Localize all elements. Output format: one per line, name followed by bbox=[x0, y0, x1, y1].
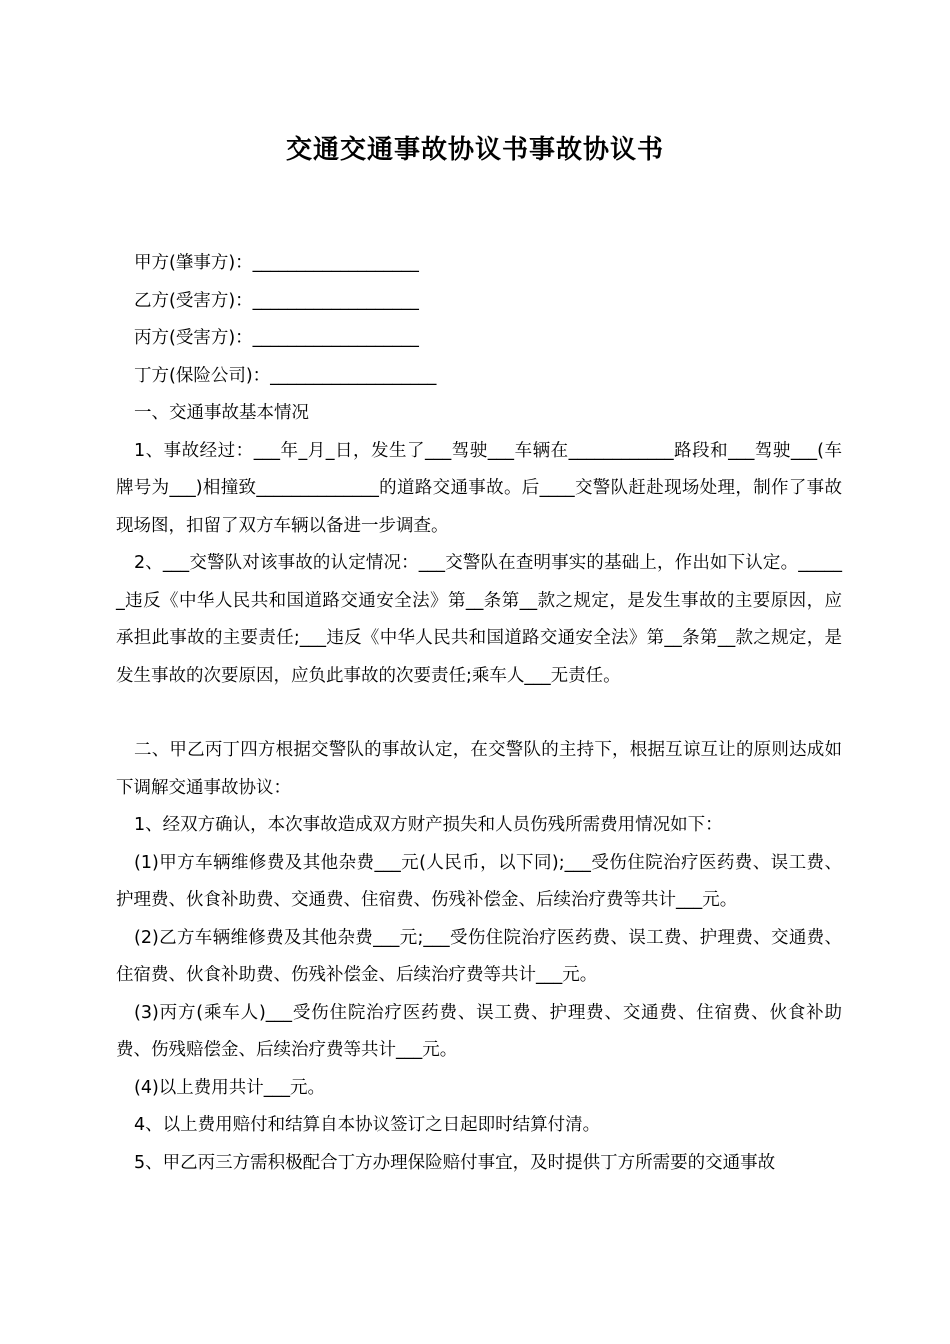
document-title: 交通交通事故协议书事故协议书 bbox=[285, 135, 664, 165]
insurance-cooperation-item: 5、甲乙丙三方需积极配合丁方办理保险赔付事宜，及时提供丁方所需要的交通事故 bbox=[134, 1152, 776, 1173]
cost-sub-item-1: (1)甲方车辆维修费及其他杂费___元(人民币，以下同);___受伤住院治疗医药费、误工费、护理费、伙食补助费、交通费、住宿费、伤残补偿金、后续治疗费等共计___元。 bbox=[116, 852, 842, 910]
section2-heading: 二、甲乙丙丁四方根据交警队的事故认定，在交警队的主持下，根据互谅互让的原则达成如下调解交通事故协议： bbox=[116, 740, 842, 798]
party-a-line: 甲方(肇事方)：___________________ bbox=[134, 253, 419, 273]
paragraph-gap bbox=[116, 695, 842, 732]
accident-process-item: 1、事故经过：___年_月_日，发生了___驾驶___车辆在____________路段和___驾驶___(车牌号为___)相撞致______________的道路交通事故。后____交警队赶赴现场处理，制作了事故现场图，扣留了双方车辆以备进一步调查。 bbox=[116, 440, 842, 536]
cost-confirmation-item: 1、经双方确认，本次事故造成双方财产损失和人员伤残所需费用情况如下： bbox=[134, 815, 723, 835]
party-c-line: 丙方(受害方)：___________________ bbox=[134, 328, 419, 348]
cost-sub-item-4: (4)以上费用共计___元。 bbox=[134, 1077, 326, 1098]
cost-sub-item-2: (2)乙方车辆维修费及其他杂费___元;___受伤住院治疗医药费、误工费、护理费、交通费、住宿费、伙食补助费、伤残补偿金、后续治疗费等共计___元。 bbox=[116, 927, 842, 985]
cost-sub-item-3: (3)丙方(乘车人)___受伤住院治疗医药费、误工费、护理费、交通费、住宿费、伙食补助费、伤残赔偿金、后续治疗费等共计___元。 bbox=[116, 1002, 842, 1060]
police-determination-item: 2、___交警队对该事故的认定情况：___交警队在查明事实的基础上，作出如下认定。______违反《中华人民共和国道路交通安全法》第__条第__款之规定，是发生事故的主要原因，应承担此事故的主要责任;___违反《中华人民共和国道路交通安全法》第__条第__款之规定，是发生事故的次要原因，应负此事故的次要责任;乘车人___无责任。 bbox=[116, 553, 842, 686]
settlement-item: 4、以上费用赔付和结算自本协议签订之日起即时结算付清。 bbox=[134, 1115, 601, 1135]
section1-heading: 一、交通事故基本情况 bbox=[134, 403, 309, 423]
party-b-line: 乙方(受害方)：___________________ bbox=[134, 290, 419, 311]
document-body bbox=[116, 245, 842, 1182]
party-d-line: 丁方(保险公司)：___________________ bbox=[134, 365, 437, 386]
